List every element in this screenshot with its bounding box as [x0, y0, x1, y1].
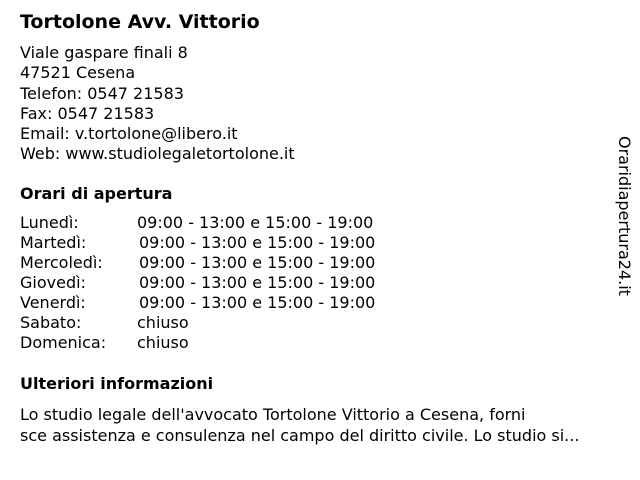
hours-value: 09:00 - 13:00 e 15:00 - 19:00	[139, 273, 376, 292]
opening-hours-heading: Orari di apertura	[20, 184, 173, 203]
description-line: Lo studio legale dell'avvocato Tortolone Vittorio a Cesena, forni	[20, 405, 526, 424]
day-label: Lunedì:	[20, 213, 79, 232]
day-label: Domenica:	[20, 333, 107, 352]
hours-value: 09:00 - 13:00 e 15:00 - 19:00	[139, 253, 376, 272]
hours-value: 09:00 - 13:00 e 15:00 - 19:00	[139, 293, 376, 312]
hours-value: chiuso	[137, 333, 189, 352]
description-line: sce assistenza e consulenza nel campo del diritto civile. Lo studio si...	[20, 425, 580, 445]
day-label: Mercoledì:	[20, 253, 103, 272]
city-line: 47521 Cesena	[20, 63, 136, 83]
hours-value: 09:00 - 13:00 e 15:00 - 19:00	[137, 213, 374, 232]
day-label: Sabato:	[20, 313, 82, 332]
day-label: Martedì:	[20, 233, 87, 252]
hours-value: 09:00 - 13:00 e 15:00 - 19:00	[139, 233, 376, 252]
email-line: Email: v.tortolone@libero.it	[20, 124, 238, 144]
phone-line: Telefon: 0547 21583	[20, 83, 184, 103]
page-title: Tortolone Avv. Vittorio	[20, 11, 260, 33]
fax-line: Fax: 0547 21583	[20, 103, 155, 123]
contact-details	[20, 43, 295, 165]
day-label: Venerdì:	[20, 293, 86, 312]
hours-value: chiuso	[137, 313, 189, 332]
more-info-heading: Ulteriori informazioni	[20, 374, 214, 393]
web-line: Web: www.studiolegaletortolone.it	[20, 144, 295, 164]
day-label: Giovedì:	[20, 273, 86, 292]
site-watermark: Oraridiapertura24.it	[615, 136, 634, 296]
address-line: Viale gaspare finali 8	[20, 43, 188, 62]
description-text	[20, 405, 579, 446]
